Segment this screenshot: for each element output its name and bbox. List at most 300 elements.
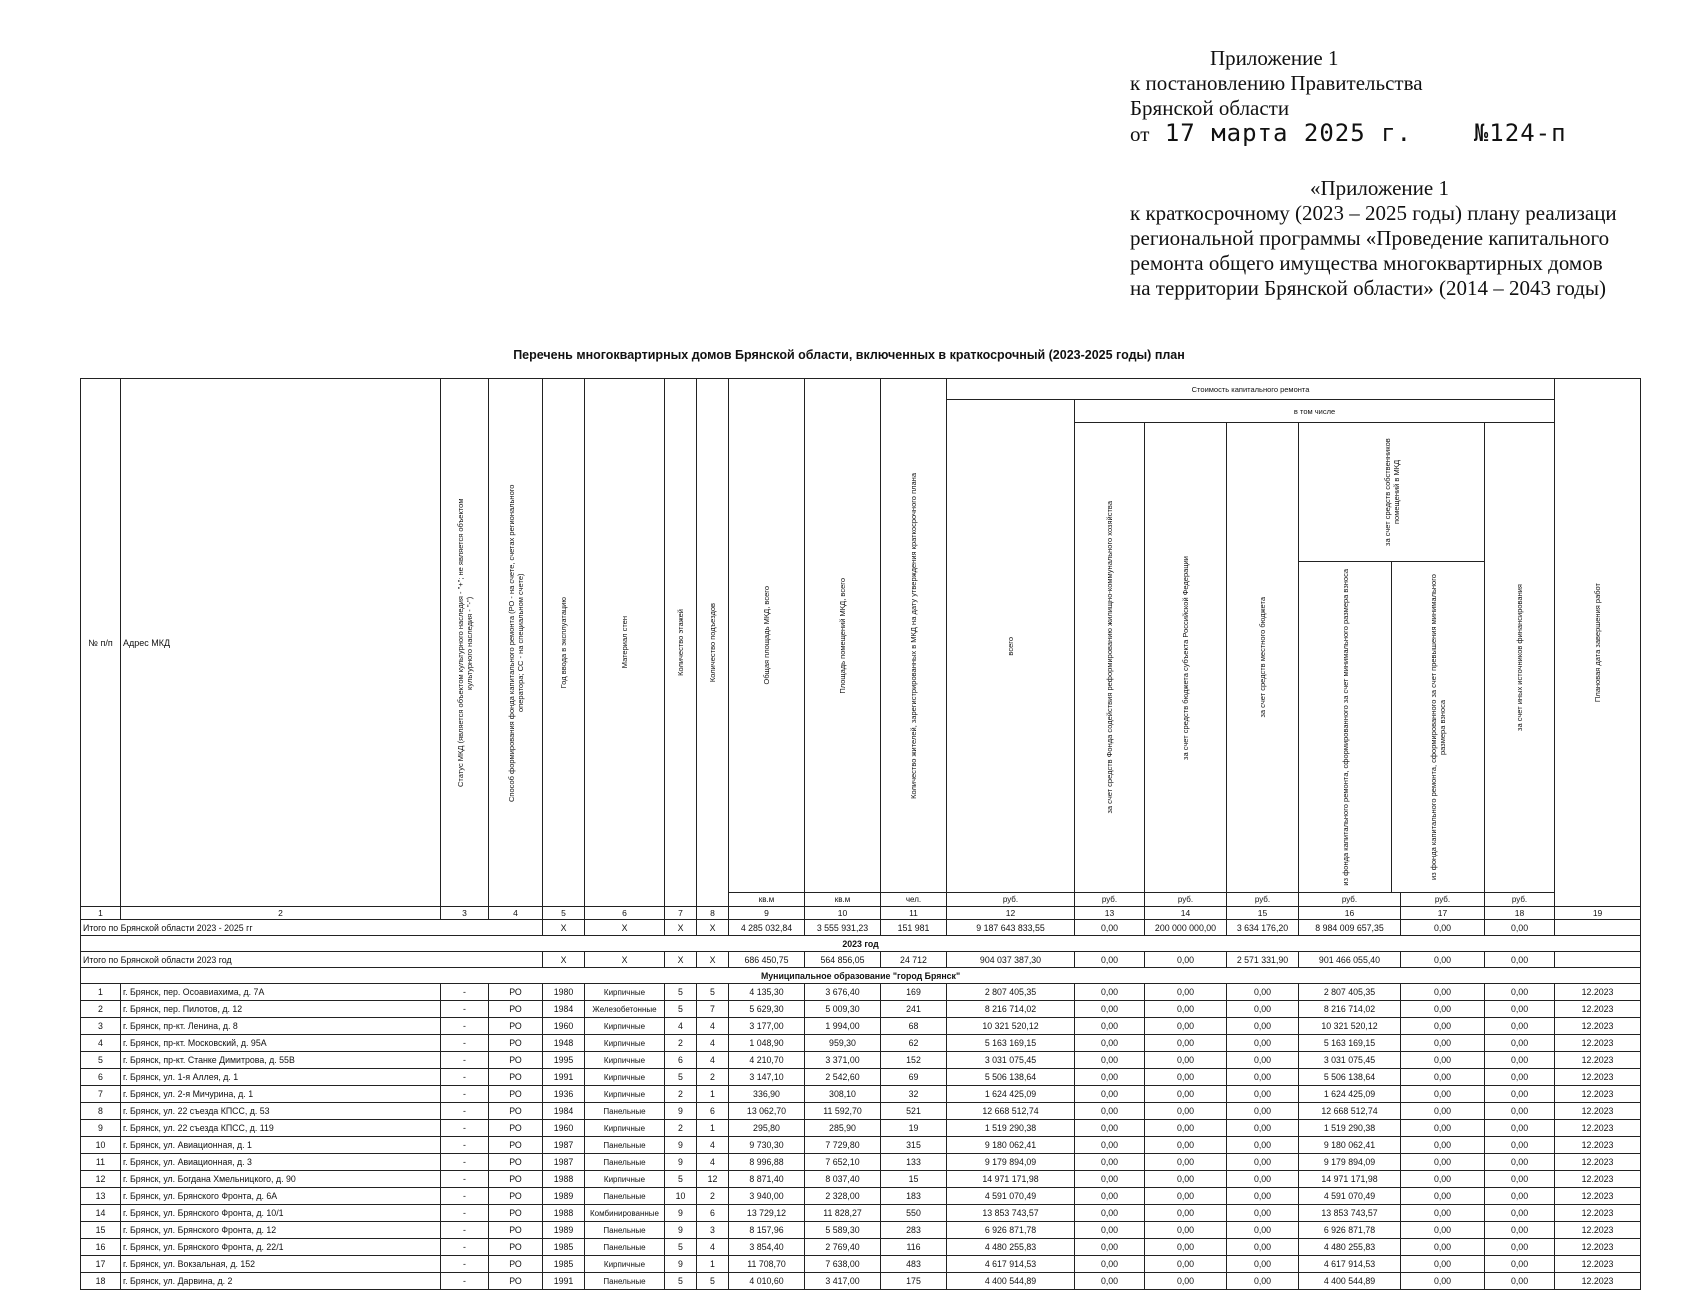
row-local-budget: 0,00 (1227, 1120, 1299, 1137)
row-floors: 5 (665, 1171, 697, 1188)
row-method: РО (489, 1018, 543, 1035)
row-other: 0,00 (1485, 1171, 1555, 1188)
row-status: - (441, 1239, 489, 1256)
row-local-budget: 0,00 (1227, 1256, 1299, 1273)
row-local-budget: 0,00 (1227, 1154, 1299, 1171)
row-entrances: 4 (697, 1035, 729, 1052)
unit-residents: чел. (881, 893, 947, 907)
row-total-area: 8 996,88 (729, 1154, 805, 1171)
row-residents: 550 (881, 1205, 947, 1222)
table-row (81, 1001, 1641, 1018)
owners-cell (1299, 423, 1484, 562)
row-regional-budget: 0,00 (1145, 1256, 1227, 1273)
row-planned-date: 12.2023 (1555, 1035, 1641, 1052)
row-number: 6 (81, 1069, 121, 1086)
header-local-budget (1227, 423, 1299, 893)
header-cost-group (947, 379, 1555, 400)
row-owners-min: 4 591 070,49 (1299, 1188, 1401, 1205)
column-number: 15 (1227, 907, 1299, 920)
row-planned-date: 12.2023 (1555, 1052, 1641, 1069)
row-material: Панельные (585, 1188, 665, 1205)
row-planned-date: 12.2023 (1555, 1103, 1641, 1120)
row-owners-min: 4 617 914,53 (1299, 1256, 1401, 1273)
row-owners-excess: 0,00 (1401, 1018, 1485, 1035)
row-cost-total: 1 519 290,38 (947, 1120, 1075, 1137)
annex2-title: «Приложение 1 (1310, 176, 1449, 200)
row-cost-total: 6 926 871,78 (947, 1222, 1075, 1239)
total-2023-owners-excess: 0,00 (1401, 952, 1485, 968)
column-number: 12 (947, 907, 1075, 920)
row-status: - (441, 1273, 489, 1290)
row-method: РО (489, 1154, 543, 1171)
row-other: 0,00 (1485, 1035, 1555, 1052)
row-residents: 116 (881, 1239, 947, 1256)
row-regional-budget: 0,00 (1145, 1086, 1227, 1103)
row-total-area: 13 729,12 (729, 1205, 805, 1222)
row-local-budget: 0,00 (1227, 1222, 1299, 1239)
row-number: 11 (81, 1154, 121, 1171)
header-total-area-text: Общая площадь МКД, всего (762, 586, 771, 685)
row-premises-area: 3 417,00 (805, 1273, 881, 1290)
row-total-area: 8 871,40 (729, 1171, 805, 1188)
row-address: г. Брянск, пр-кт. Ленина, д. 8 (121, 1018, 441, 1035)
row-floors: 9 (665, 1205, 697, 1222)
row-residents: 521 (881, 1103, 947, 1120)
header-year-text: Год ввода в эксплуатацию (559, 596, 568, 689)
row-material: Кирпичные (585, 1086, 665, 1103)
row-owners-excess: 0,00 (1401, 1035, 1485, 1052)
row-address: г. Брянск, ул. Вокзальная, д. 152 (121, 1256, 441, 1273)
row-cost-total: 4 400 544,89 (947, 1273, 1075, 1290)
row-premises-area: 1 994,00 (805, 1018, 881, 1035)
row-total-area: 11 708,70 (729, 1256, 805, 1273)
row-other: 0,00 (1485, 1001, 1555, 1018)
row-residents: 152 (881, 1052, 947, 1069)
row-owners-excess: 0,00 (1401, 1137, 1485, 1154)
row-entrances: 5 (697, 1273, 729, 1290)
row-regional-budget: 0,00 (1145, 1103, 1227, 1120)
row-planned-date: 12.2023 (1555, 1256, 1641, 1273)
row-fund: 0,00 (1075, 1069, 1145, 1086)
row-material: Панельные (585, 1154, 665, 1171)
row-other: 0,00 (1485, 1086, 1555, 1103)
row-entrances: 4 (697, 1018, 729, 1035)
table-row (81, 1222, 1641, 1239)
row-year: 1960 (543, 1120, 585, 1137)
row-residents: 133 (881, 1154, 947, 1171)
owners-min-cell (1299, 562, 1392, 893)
row-premises-area: 11 592,70 (805, 1103, 881, 1120)
header-regional-budget-text: за счет средств бюджета субъекта Российской Федерации (1181, 555, 1190, 760)
row-premises-area: 8 037,40 (805, 1171, 881, 1188)
row-address: г. Брянск, пр-кт. Московский, д. 95А (121, 1035, 441, 1052)
header-local-budget-text: за счет средств местного бюджета (1258, 597, 1267, 718)
row-other: 0,00 (1485, 1120, 1555, 1137)
header-floors (665, 379, 697, 907)
header-fund-text: за счет средств Фонда содействия реформированию жилищно-коммунального хозяйства (1105, 501, 1114, 814)
row-entrances: 4 (697, 1154, 729, 1171)
row-regional-budget: 0,00 (1145, 1239, 1227, 1256)
row-regional-budget: 0,00 (1145, 1052, 1227, 1069)
row-material: Кирпичные (585, 1035, 665, 1052)
header-material (585, 379, 665, 907)
row-year: 1995 (543, 1052, 585, 1069)
row-cost-total: 5 163 169,15 (947, 1035, 1075, 1052)
row-status: - (441, 1018, 489, 1035)
row-premises-area: 7 729,80 (805, 1137, 881, 1154)
unit-total-area: кв.м (729, 893, 805, 907)
row-other: 0,00 (1485, 1273, 1555, 1290)
total-2023-x-entrances: X (697, 952, 729, 968)
row-address: г. Брянск, пр-кт. Станке Димитрова, д. 55В (121, 1052, 441, 1069)
row-fund: 0,00 (1075, 1001, 1145, 1018)
row-material: Панельные (585, 1222, 665, 1239)
unit-owners-excess: руб. (1401, 893, 1485, 907)
row-floors: 2 (665, 1120, 697, 1137)
header-year (543, 379, 585, 907)
row-owners-excess: 0,00 (1401, 1154, 1485, 1171)
header-planned-date-text: Плановая дата завершения работ (1593, 582, 1603, 703)
row-total-area: 3 177,00 (729, 1018, 805, 1035)
row-cost-total: 13 853 743,57 (947, 1205, 1075, 1222)
row-entrances: 4 (697, 1137, 729, 1154)
row-residents: 175 (881, 1273, 947, 1290)
row-other: 0,00 (1485, 1222, 1555, 1239)
row-local-budget: 0,00 (1227, 1052, 1299, 1069)
row-material: Комбинированные (585, 1205, 665, 1222)
row-owners-excess: 0,00 (1401, 1239, 1485, 1256)
row-method: РО (489, 1086, 543, 1103)
row-owners-min: 5 506 138,64 (1299, 1069, 1401, 1086)
header-cost-total (947, 400, 1075, 893)
row-owners-min: 1 624 425,09 (1299, 1086, 1401, 1103)
row-planned-date: 12.2023 (1555, 1120, 1641, 1137)
row-premises-area: 308,10 (805, 1086, 881, 1103)
row-material: Кирпичные (585, 1069, 665, 1086)
row-owners-min: 9 180 062,41 (1299, 1137, 1401, 1154)
row-total-area: 8 157,96 (729, 1222, 805, 1239)
column-number: 16 (1299, 907, 1401, 920)
column-number: 10 (805, 907, 881, 920)
unit-local: руб. (1227, 893, 1299, 907)
table-row (81, 1188, 1641, 1205)
row-other: 0,00 (1485, 1137, 1555, 1154)
row-total-area: 336,90 (729, 1086, 805, 1103)
row-address: г. Брянск, ул. Авиационная, д. 1 (121, 1137, 441, 1154)
row-residents: 68 (881, 1018, 947, 1035)
row-regional-budget: 0,00 (1145, 1205, 1227, 1222)
header-material-text: Материал стен (620, 616, 629, 669)
column-number: 3 (441, 907, 489, 920)
row-fund: 0,00 (1075, 1171, 1145, 1188)
annex-date: 17 марта 2025 г. (1164, 119, 1413, 147)
row-method: РО (489, 1137, 543, 1154)
row-number: 5 (81, 1052, 121, 1069)
row-cost-total: 9 180 062,41 (947, 1137, 1075, 1154)
total-all-owners-min: 8 984 009 657,35 (1299, 920, 1401, 936)
row-residents: 15 (881, 1171, 947, 1188)
row-other: 0,00 (1485, 1188, 1555, 1205)
row-status: - (441, 1154, 489, 1171)
header-owners-min-text: из фонда капитального ремонта, сформированного за счет минимального размера взноса (1340, 568, 1350, 886)
row-address: г. Брянск, ул. Брянского Фронта, д. 22/1 (121, 1239, 441, 1256)
row-entrances: 3 (697, 1222, 729, 1239)
column-number: 19 (1555, 907, 1641, 920)
row-status: - (441, 1205, 489, 1222)
row-fund: 0,00 (1075, 1103, 1145, 1120)
table-row (81, 1154, 1641, 1171)
total-all-owners-excess: 0,00 (1401, 920, 1485, 936)
column-number: 4 (489, 907, 543, 920)
row-owners-excess: 0,00 (1401, 1273, 1485, 1290)
row-cost-total: 8 216 714,02 (947, 1001, 1075, 1018)
row-premises-area: 2 542,60 (805, 1069, 881, 1086)
header-owners-text: за счет средств собственников помещений в МКД (1382, 438, 1401, 546)
total-all-x-material: X (585, 920, 665, 936)
row-year: 1948 (543, 1035, 585, 1052)
row-planned-date: 12.2023 (1555, 1001, 1641, 1018)
row-owners-excess: 0,00 (1401, 1052, 1485, 1069)
row-method: РО (489, 984, 543, 1001)
row-owners-excess: 0,00 (1401, 1103, 1485, 1120)
column-number: 14 (1145, 907, 1227, 920)
row-regional-budget: 0,00 (1145, 1273, 1227, 1290)
row-fund: 0,00 (1075, 1256, 1145, 1273)
row-floors: 9 (665, 1103, 697, 1120)
row-method: РО (489, 1273, 543, 1290)
column-number: 17 (1401, 907, 1485, 920)
row-material: Панельные (585, 1273, 665, 1290)
row-method: РО (489, 1052, 543, 1069)
row-floors: 6 (665, 1052, 697, 1069)
row-material: Кирпичные (585, 984, 665, 1001)
row-planned-date: 12.2023 (1555, 1154, 1641, 1171)
table-row (81, 1018, 1641, 1035)
row-cost-total: 4 617 914,53 (947, 1256, 1075, 1273)
row-regional-budget: 0,00 (1145, 984, 1227, 1001)
annex2-line-4: на территории Брянской области» (2014 – 2043 годы) (1130, 276, 1607, 300)
row-planned-date: 12.2023 (1555, 1137, 1641, 1154)
header-premises-area (805, 379, 881, 893)
row-fund: 0,00 (1075, 1154, 1145, 1171)
total-all-cost-total: 9 187 643 833,55 (947, 920, 1075, 936)
row-owners-min: 6 926 871,78 (1299, 1222, 1401, 1239)
table-row (81, 1086, 1641, 1103)
total-all-x-year: X (543, 920, 585, 936)
row-year: 1987 (543, 1154, 585, 1171)
row-floors: 5 (665, 1069, 697, 1086)
header-other-text: за счет иных источников финансирования (1515, 584, 1525, 731)
row-owners-min: 9 179 894,09 (1299, 1154, 1401, 1171)
header-regional-budget (1145, 423, 1227, 893)
row-local-budget: 0,00 (1227, 1188, 1299, 1205)
total-2023-total-area: 686 450,75 (729, 952, 805, 968)
row-address: г. Брянск, пер. Осоавиахима, д. 7А (121, 984, 441, 1001)
row-address: г. Брянск, ул. Брянского Фронта, д. 12 (121, 1222, 441, 1239)
header-method (489, 379, 543, 907)
row-material: Кирпичные (585, 1256, 665, 1273)
annex2-line-1: к краткосрочному (2023 – 2025 годы) плану реализаци (1130, 201, 1617, 225)
total-all-regional: 200 000 000,00 (1145, 920, 1227, 936)
row-status: - (441, 1052, 489, 1069)
header-planned-date (1555, 379, 1641, 907)
row-year: 1980 (543, 984, 585, 1001)
table-row (81, 1273, 1641, 1290)
row-cost-total: 4 480 255,83 (947, 1239, 1075, 1256)
row-planned-date: 12.2023 (1555, 1086, 1641, 1103)
total-2023-label: Итого по Брянской области 2023 год (81, 952, 543, 968)
row-residents: 32 (881, 1086, 947, 1103)
row-entrances: 5 (697, 984, 729, 1001)
row-owners-excess: 0,00 (1401, 1171, 1485, 1188)
row-number: 9 (81, 1120, 121, 1137)
row-status: - (441, 1001, 489, 1018)
unit-regional: руб. (1145, 893, 1227, 907)
row-residents: 283 (881, 1222, 947, 1239)
row-fund: 0,00 (1075, 1018, 1145, 1035)
row-material: Панельные (585, 1137, 665, 1154)
row-premises-area: 285,90 (805, 1120, 881, 1137)
row-planned-date: 12.2023 (1555, 984, 1641, 1001)
total-all-residents: 151 981 (881, 920, 947, 936)
row-residents: 315 (881, 1137, 947, 1154)
owners-excess-cell (1392, 562, 1485, 893)
row-total-area: 5 629,30 (729, 1001, 805, 1018)
row-residents: 69 (881, 1069, 947, 1086)
row-year: 1985 (543, 1239, 585, 1256)
header-including (1075, 400, 1555, 423)
row-address: г. Брянск, ул. Богдана Хмельницкого, д. 90 (121, 1171, 441, 1188)
row-premises-area: 7 652,10 (805, 1154, 881, 1171)
row-cost-total: 1 624 425,09 (947, 1086, 1075, 1103)
row-other: 0,00 (1485, 1239, 1555, 1256)
row-regional-budget: 0,00 (1145, 1222, 1227, 1239)
row-planned-date: 12.2023 (1555, 1222, 1641, 1239)
row-other: 0,00 (1485, 1205, 1555, 1222)
row-owners-excess: 0,00 (1401, 1120, 1485, 1137)
year-row (81, 936, 1641, 952)
row-cost-total: 14 971 171,98 (947, 1171, 1075, 1188)
houses-table-wrapper (80, 378, 1640, 1286)
row-status: - (441, 1222, 489, 1239)
row-floors: 4 (665, 1018, 697, 1035)
table-row (81, 1239, 1641, 1256)
column-number: 2 (121, 907, 441, 920)
header-cost-group-text: Стоимость капитального ремонта (1191, 385, 1310, 394)
table-row (81, 984, 1641, 1001)
annex2-header (1130, 176, 1690, 301)
row-entrances: 4 (697, 1239, 729, 1256)
column-number: 6 (585, 907, 665, 920)
row-number: 1 (81, 984, 121, 1001)
row-method: РО (489, 1069, 543, 1086)
total-2023-other: 0,00 (1485, 952, 1555, 968)
row-residents: 183 (881, 1188, 947, 1205)
municipality-row (81, 968, 1641, 984)
row-method: РО (489, 1001, 543, 1018)
row-entrances: 1 (697, 1120, 729, 1137)
total-2023-row (81, 952, 1641, 968)
row-fund: 0,00 (1075, 1239, 1145, 1256)
total-2023-x-year: X (543, 952, 585, 968)
column-number: 11 (881, 907, 947, 920)
row-fund: 0,00 (1075, 1120, 1145, 1137)
row-planned-date: 12.2023 (1555, 1069, 1641, 1086)
owners-subtable (1299, 423, 1484, 892)
header-residents-text: Количество жителей, зарегистрированных в МКД на дату утверждения краткосрочного плана (909, 472, 918, 799)
annex-line-1: к постановлению Правительства (1130, 71, 1423, 95)
row-fund: 0,00 (1075, 1052, 1145, 1069)
row-status: - (441, 1188, 489, 1205)
row-fund: 0,00 (1075, 1188, 1145, 1205)
row-floors: 9 (665, 1154, 697, 1171)
row-number: 12 (81, 1171, 121, 1188)
row-planned-date: 12.2023 (1555, 1188, 1641, 1205)
row-year: 1989 (543, 1222, 585, 1239)
unit-cost-total: руб. (947, 893, 1075, 907)
row-year: 1960 (543, 1018, 585, 1035)
row-status: - (441, 1256, 489, 1273)
total-all-fund: 0,00 (1075, 920, 1145, 936)
header-floors-text: Количество этажей (676, 609, 685, 676)
row-local-budget: 0,00 (1227, 1171, 1299, 1188)
row-cost-total: 4 591 070,49 (947, 1188, 1075, 1205)
header-address-text: Адрес МКД (123, 637, 171, 648)
row-local-budget: 0,00 (1227, 1086, 1299, 1103)
row-year: 1988 (543, 1171, 585, 1188)
row-entrances: 4 (697, 1052, 729, 1069)
row-method: РО (489, 1171, 543, 1188)
column-numbers-row (81, 907, 1641, 920)
row-status: - (441, 1086, 489, 1103)
header-premises-area-text: Площадь помещений МКД, всего (838, 577, 847, 694)
row-floors: 9 (665, 1137, 697, 1154)
row-entrances: 6 (697, 1205, 729, 1222)
row-other: 0,00 (1485, 1103, 1555, 1120)
total-all-x-floors: X (665, 920, 697, 936)
annex-header (1130, 46, 1690, 147)
row-local-budget: 0,00 (1227, 1239, 1299, 1256)
row-entrances: 1 (697, 1256, 729, 1273)
row-total-area: 9 730,30 (729, 1137, 805, 1154)
annex-number: №124-п (1473, 119, 1567, 147)
row-local-budget: 0,00 (1227, 1103, 1299, 1120)
row-premises-area: 3 676,40 (805, 984, 881, 1001)
row-floors: 2 (665, 1086, 697, 1103)
row-premises-area: 7 638,00 (805, 1256, 881, 1273)
table-row (81, 1205, 1641, 1222)
row-fund: 0,00 (1075, 1222, 1145, 1239)
row-owners-excess: 0,00 (1401, 1086, 1485, 1103)
row-method: РО (489, 1188, 543, 1205)
table-row (81, 1069, 1641, 1086)
row-floors: 5 (665, 984, 697, 1001)
row-floors: 5 (665, 1239, 697, 1256)
row-premises-area: 959,30 (805, 1035, 881, 1052)
row-number: 13 (81, 1188, 121, 1205)
row-method: РО (489, 1035, 543, 1052)
row-cost-total: 9 179 894,09 (947, 1154, 1075, 1171)
row-planned-date: 12.2023 (1555, 1273, 1641, 1290)
row-cost-total: 5 506 138,64 (947, 1069, 1075, 1086)
row-entrances: 2 (697, 1188, 729, 1205)
row-residents: 19 (881, 1120, 947, 1137)
row-number: 4 (81, 1035, 121, 1052)
row-material: Панельные (585, 1239, 665, 1256)
column-number: 8 (697, 907, 729, 920)
annex2-line-2: региональной программы «Проведение капитального (1130, 226, 1610, 250)
annex2-line-3: ремонта общего имущества многоквартирных домов (1130, 251, 1603, 275)
